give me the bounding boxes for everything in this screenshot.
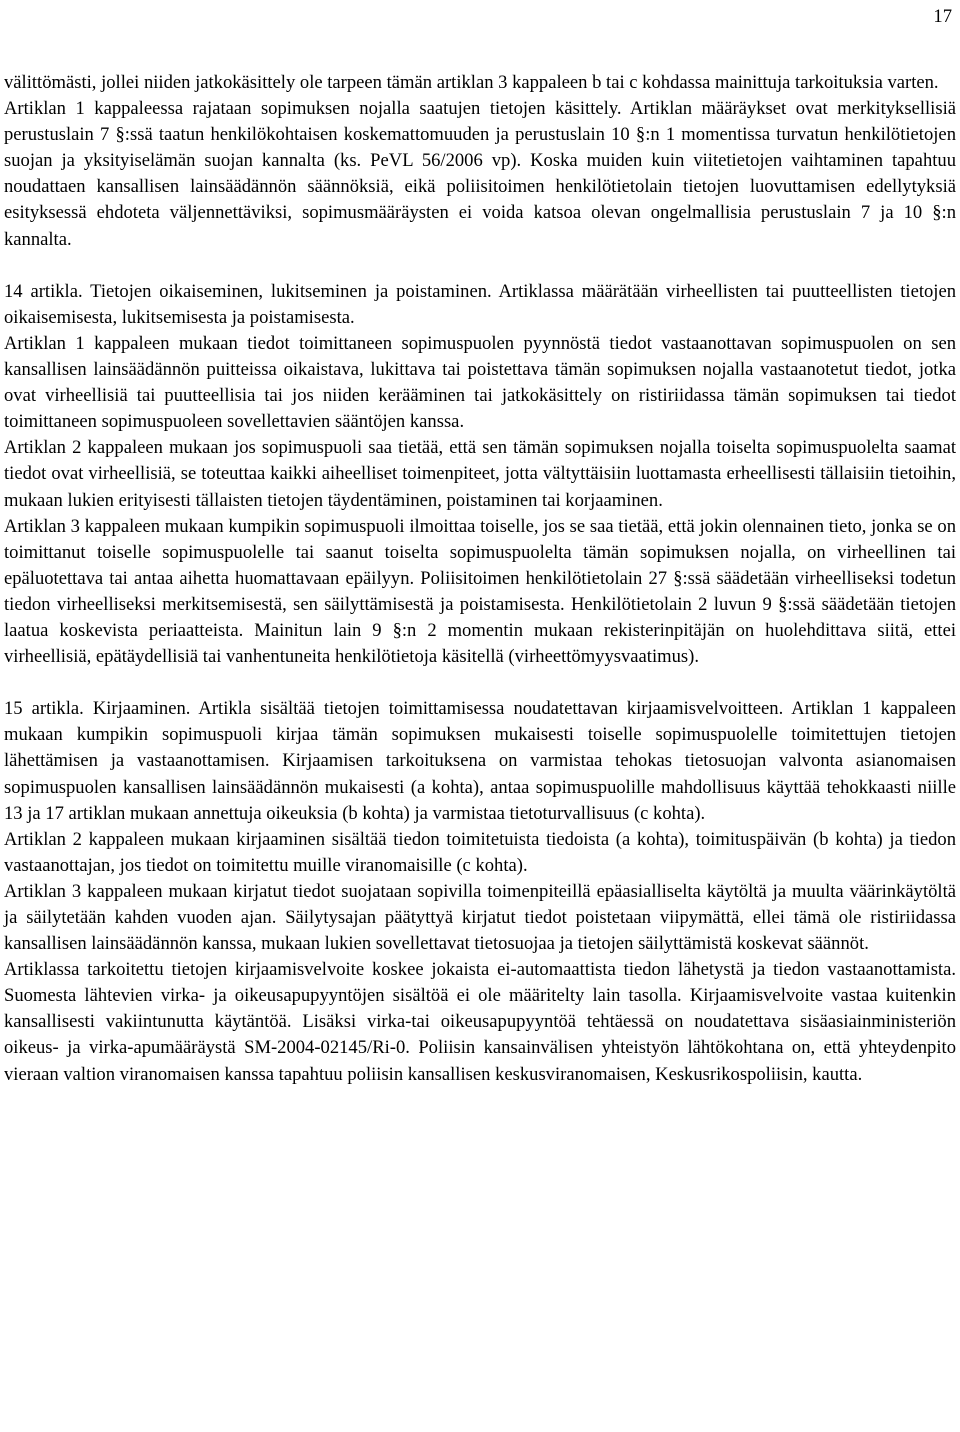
paragraph-article-14-heading: 14 artikla. Tietojen oikaiseminen, lukitseminen ja poistaminen. Artiklassa määrätään virheellisten tai puutteellisten tietojen oikaisemisesta, lukitsemisesta ja poistamisesta. <box>4 280 956 328</box>
section-spacer <box>4 670 956 696</box>
paragraph-article-15-para-3: Artiklan 3 kappaleen mukaan kirjatut tiedot suojataan sopivilla toimenpiteillä epäasialliselta käytöltä ja muulta väärinkäytöltä ja säilytetään kahden vuoden ajan. Säilytysajan päätyttyä kirjatut tiedot poistetaan viipymättä, ellei tämä ole ristiriidassa kansallisen lainsäädännön kanssa, mukaan lukien sovellettavat tietosuojaa ja tietojen säilyttämistä koskevat säännöt. <box>4 880 956 955</box>
paragraph-article-15-obligation: Artiklassa tarkoitettu tietojen kirjaamisvelvoite koskee jokaista ei-automaattista tiedon lähetystä ja tiedon vastaanottamista. Suomesta lähtevien virka- ja oikeusapupyyntöjen sisältöä ei ole määritelty lain tasolla. Kirjaamisvelvoite vastaa kuitenkin kansallisesti vakiintunutta käytäntöä. Lisäksi virka-tai oikeusapupyyntöä tehtäessä on noudatettava sisäasiainministeriön oikeus- ja virka-apumääräystä SM-2004-02145/Ri-0. Poliisin kansainvälisen yhteistyön lähtökohtana on, että yhteydenpito vieraan valtion viranomaisen kanssa tapahtuu poliisin kansallisen keskusviranomaisen, Keskusrikospoliisin, kautta. <box>4 959 956 1085</box>
paragraph-article-13-para-1: Artiklan 1 kappaleessa rajataan sopimuksen nojalla saatujen tietojen käsittely. Artiklan määräykset ovat merkityksellisiä perustuslain 7 §:ssä taatun henkilökohtaisen koskemattomuuden ja perustuslain 10 §:n 1 momentissa turvatun henkilötietojen suojan ja yksityiselämän suojan kannalta (ks. PeVL 56/2006 vp). Koska muiden kuin viitetietojen vaihtaminen tapahtuu noudattaen kansallisen lainsäädännön säännöksiä, eikä poliisitoimen henkilötietolain tietojen luovuttamisen edellytyksiä esityksessä ehdoteta väljennettäviksi, sopimusmääräysten ei voida katsoa olevan ongelmallisia perustuslain 7 ja 10 §:n kannalta. <box>4 98 956 250</box>
page-number: 17 <box>933 6 952 27</box>
section-spacer <box>4 253 956 279</box>
paragraph-article-14-para-2: Artiklan 2 kappaleen mukaan jos sopimuspuoli saa tietää, että sen tämän sopimuksen nojalla toiselta sopimuspuolelta saamat tiedot ovat virheellisiä, se toteuttaa kaikki aiheelliset toimenpiteet, jotta vältyttäisiin luottamasta erheellisesti tällaisiin tietoihin, mukaan lukien erityisesti tällaisten tietojen täydentäminen, poistaminen tai korjaaminen. <box>4 437 956 511</box>
document-body <box>4 70 956 1088</box>
paragraph-article-14-para-3: Artiklan 3 kappaleen mukaan kumpikin sopimuspuoli ilmoittaa toiselle, jos se saa tietää, että jokin olennainen tieto, jonka se on toimittanut toiselle sopimuspuolelle tai saanut toiselta sopimuspuolelta tämän sopimuksen nojalla, on virheellinen tai epäluotettava tai antaa aihetta huomattavaan epäilyyn. Poliisitoimen henkilötietolain 27 §:ssä säädetään virheelliseksi todetun tiedon virheelliseksi merkitsemisestä, sen säilyttämisestä ja poistamisesta. Henkilötietolain 2 luvun 9 §:ssä säädetään tietojen laatua koskevista periaatteista. Mainitun lain 9 §:n 2 momentin mukaan rekisterinpitäjän on huolehdittava siitä, ettei virheellisiä, epätäydellisiä tai vanhentuneita henkilötietoja käsitellä (virheettömyysvaatimus). <box>4 515 956 668</box>
paragraph-article-14-para-1: Artiklan 1 kappaleen mukaan tiedot toimittaneen sopimuspuolen pyynnöstä tiedot vastaanottavan sopimuspuolen on sen kansallisen lainsäädännön puitteissa oikaistava, lukittava tai poistettava tämän sopimuksen nojalla vastaanotetut tiedot, jotka ovat virheellisiä tai puutteellisia tai jos niiden kerääminen tai jatkokäsittely on ristiriidassa tämän sopimuksen tai tiedot toimittaneen sopimuspuoleen sovellettavien sääntöjen kanssa. <box>4 332 956 433</box>
paragraph-continuation: välittömästi, jollei niiden jatkokäsittely ole tarpeen tämän artiklan 3 kappaleen b tai c kohdassa mainittuja tarkoituksia varten. <box>4 72 939 93</box>
paragraph-article-15-para-2: Artiklan 2 kappaleen mukaan kirjaaminen sisältää tiedon toimitetuista tiedoista (a kohta), toimituspäivän (b kohta) ja tiedon vastaanottajan, jos tiedot on toimitettu muille viranomaisille (c kohta). <box>4 828 956 876</box>
paragraph-article-15-heading: 15 artikla. Kirjaaminen. Artikla sisältää tietojen toimittamisessa noudatettavan kirjaamisvelvoitteen. Artiklan 1 kappaleen mukaan kumpikin sopimuspuoli kirjaa tämän sopimuksen mukaisesti toiselle sopimuspuolelle toimitettujen tietojen lähettämisen ja vastaanottamisen. Kirjaamisen tarkoituksena on varmistaa tehokas tietosuojan valvonta asianomaisen sopimuspuolen kansallisen lainsäädännön mukaisesti (a kohta), antaa sopimuspuolille mahdollisuus käyttää tehokkaasti niille 13 ja 17 artiklan mukaan annettuja oikeuksia (b kohta) ja varmistaa tietoturvallisuus (c kohta). <box>4 698 956 824</box>
